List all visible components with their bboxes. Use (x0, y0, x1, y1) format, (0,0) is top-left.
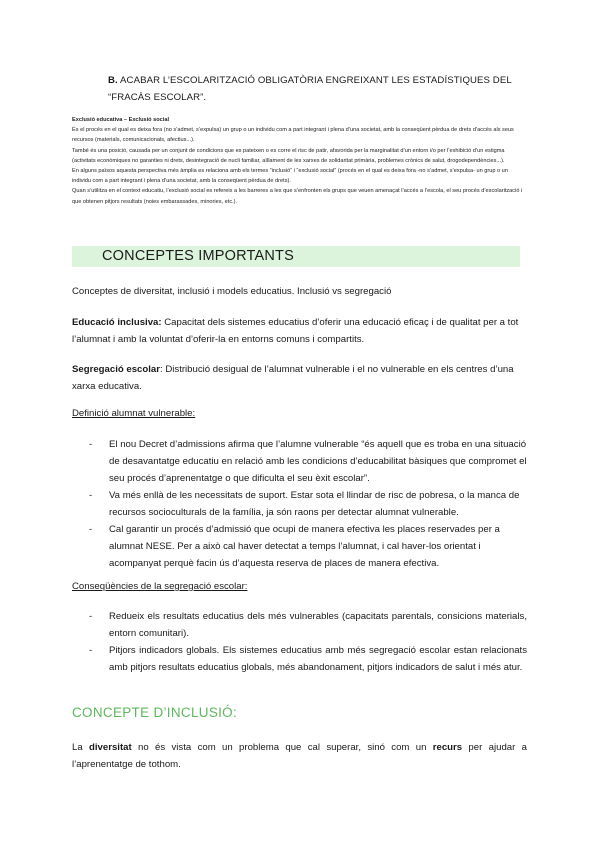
consequences-list (72, 608, 527, 676)
inclusion-text-2: no és vista com un problema que cal superar, sinó com un (131, 742, 433, 753)
dash-bullet: - (89, 645, 93, 656)
list-item-text: Redueix els resultats educatius dels més vulnerables (capacitats parentals, consicions materials, entorn comunitari). (109, 611, 527, 639)
exclusion-paragraph-1: És el procés en el qual es deixa fora (no s’admet, s’expulsa) un grup o un individu com a part integrant i plena d’una societat, amb la conseqüent pèrdua de drets d’accés als seus recursos (materials, comunicacionals, afectius...). (72, 127, 514, 144)
list-item (72, 521, 527, 572)
diversity-term: diversitat (89, 742, 132, 753)
list-item-text: Cal garantir un procés d’admissió que ocupi de manera efectiva les places reservades per a alumnat NESE. Per a això cal haver detectat a temps l’alumnat, i cal haver-los orientat i acompanyat perquè facin ús d’aquesta reserva de places de manera efectiva. (109, 524, 500, 569)
list-item (72, 642, 527, 676)
resource-term: recurs (432, 742, 463, 753)
consequences-heading: Conseqüències de la segregació escolar: (72, 581, 248, 592)
section-b-label: B. (108, 75, 118, 86)
segregation-term: Segregació escolar (72, 364, 160, 375)
exclusion-paragraph-2: També és una posició, causada per un conjunt de condicions que es pateixen o es corre el risc de patir, afavorida per la marginalitat d’un entorn i/o per l’exhibició d’un estigma (activitats econòmiques no garanties ni drets, desintegració de nucli familiar, aïllament de les xarxes de solidaritat primària, problemes crònics de salut, drogodependències...). (72, 147, 505, 164)
dash-bullet: - (89, 524, 93, 535)
concepts-banner-label: CONCEPTES IMPORTANTS (102, 248, 294, 264)
inclusion-text-1: La (72, 742, 90, 753)
segregation-definition (72, 361, 527, 395)
dash-bullet: - (89, 611, 93, 622)
section-b-text: ACABAR L’ESCOLARITZACIÓ OBLIGATÒRIA ENGREIXANT LES ESTADÍSTIQUES DEL “FRACÀS ESCOLAR”. (108, 75, 512, 103)
vulnerable-heading: Definició alumnat vulnerable: (72, 408, 196, 419)
segregation-text: : Distribució desigual de l’alumnat vulnerable i el no vulnerable en els centres d’una xarxa educativa. (72, 364, 514, 392)
inclusion-text-3: per ajudar a l’aprenentatge de tothom. (72, 742, 527, 770)
list-item-text: El nou Decret d’admissions afirma que l’alumne vulnerable “és aquell que es troba en una situació de desavantatge educatiu en relació amb les condicions d’educabilitat bàsiques que compromet el seu procés d’aprenentatge o que dificulta el seu èxit escolar”. (109, 439, 527, 484)
concepts-banner (72, 246, 520, 267)
list-item (72, 436, 527, 487)
dash-bullet: - (89, 439, 93, 450)
exclusion-paragraph-3: En alguns països aquesta perspectiva més àmplia es relaciona amb els termes “inclusió” i “exclusió social” (procés en el qual es deixa fora -no s’admet, s’expulsa- un grup o un individu com a part integrant i plena d’una societat, amb la conseqüent pèrdua de drets). (72, 168, 508, 185)
inclusive-education-term: Educació inclusiva: (72, 317, 162, 328)
inclusion-concept-heading: CONCEPTE D’INCLUSIÓ: (72, 705, 238, 720)
section-b-heading (108, 72, 538, 106)
inclusive-education-definition (72, 314, 527, 348)
inclusion-concept-paragraph (72, 739, 527, 773)
intro-line: Conceptes de diversitat, inclusió i models educatius. Inclusió vs segregació (72, 286, 392, 297)
inclusive-education-text: Capacitat dels sistemes educatius d’oferir una educació eficaç i de qualitat per a tot l’alumnat i amb la voluntat d’oferir-la en entorns comuns i compartits. (72, 317, 519, 345)
exclusion-title: Exclusió educativa – Exclusió social (72, 117, 170, 123)
list-item-text: Pitjors indicadors globals. Els sistemes educatius amb més segregació escolar estan relacionats amb pitjors resultats educatius globals, més abandonament, pitjors indicadors de salut i més atur. (109, 645, 527, 673)
vulnerable-list (72, 436, 527, 572)
list-item-text: Va més enllà de les necessitats de suport. Estar sota el llindar de risc de pobresa, o la manca de recursos socioculturals de la família, ja són raons per detectar alumnat vulnerable. (109, 490, 520, 518)
exclusion-paragraph-4: Quan s’utilitza en el context educatiu, l’exclusió social es refereix a les barreres a les que s’enfronten els grups que veuen amenaçat l’accés a l’escola, el seu procés d’escolarització i que obtenen pitjors resultats (noies embarassades, minories, etc.). (72, 188, 523, 205)
list-item (72, 608, 527, 642)
list-item (72, 487, 527, 521)
exclusion-block (72, 115, 527, 207)
dash-bullet: - (89, 490, 93, 501)
